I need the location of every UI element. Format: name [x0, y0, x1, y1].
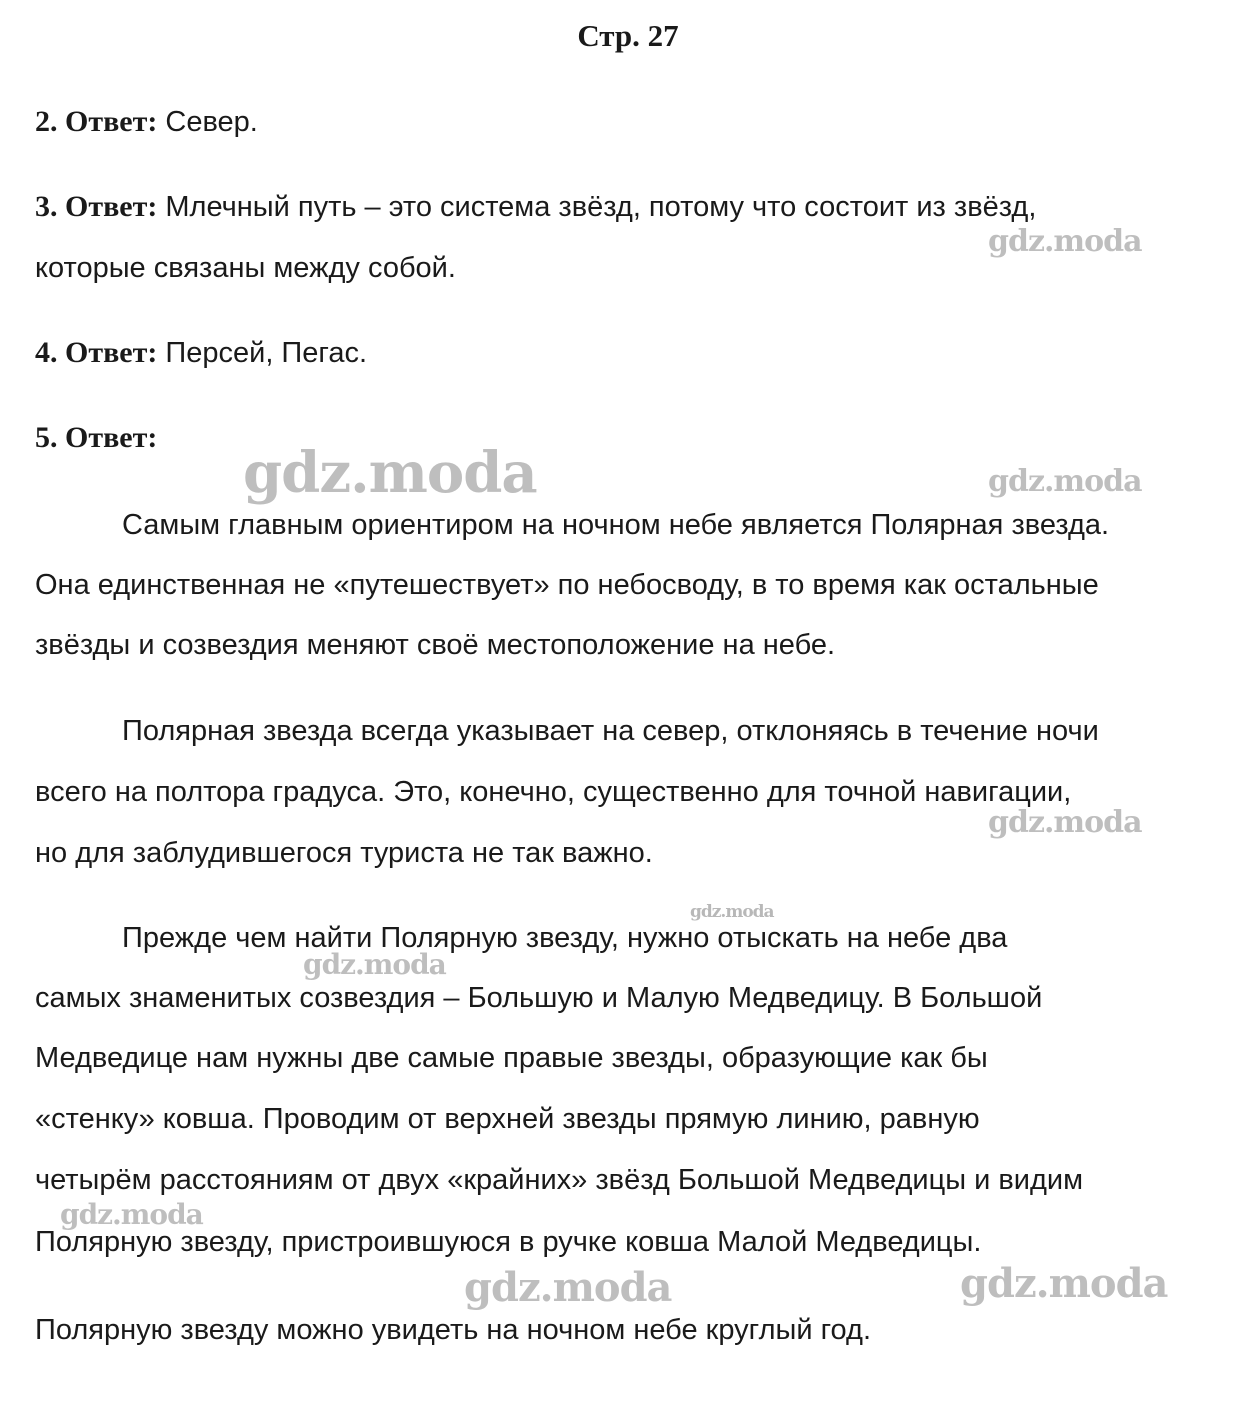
answer-label: 3. Ответ: [35, 190, 158, 223]
watermark: gdz.moda [690, 902, 774, 922]
paragraph-2-line-1: Полярная звезда всегда указывает на север, отклоняясь в течение ночи [122, 715, 1099, 747]
paragraph-1-line-1: Самым главным ориентиром на ночном небе является Полярная звезда. [122, 509, 1110, 541]
page-title: Стр. 27 [577, 18, 679, 53]
paragraph-1-line-2: Она единственная не «путешествует» по небосводу, в то время как остальные [35, 569, 1099, 601]
paragraph-1-line-3: звёзды и созвездия меняют своё местоположение на небе. [35, 629, 836, 661]
watermark: gdz.moda [988, 805, 1142, 840]
watermark: gdz.moda [988, 224, 1142, 259]
watermark: gdz.moda [303, 948, 446, 981]
answer-label: 4. Ответ: [35, 336, 158, 369]
answer-label: 2. Ответ: [35, 105, 158, 138]
paragraph-3-line-5: четырём расстояниям от двух «крайних» звёзд Большой Медведицы и видим [35, 1164, 1084, 1196]
answer-3-continued: которые связаны между собой. [35, 252, 456, 284]
answer-3 [35, 187, 1225, 227]
watermark: gdz.moda [960, 1260, 1168, 1307]
answer-text: Север. [165, 106, 258, 138]
paragraph-3-line-6: Полярную звезду, пристроившуюся в ручке ковша Малой Медведицы. [35, 1226, 982, 1258]
paragraph-3-line-4: «стенку» ковша. Проводим от верхней звезды прямую линию, равную [35, 1103, 980, 1135]
answer-text: Млечный путь – это система звёзд, потому что состоит из звёзд, [165, 191, 1037, 223]
watermark: gdz.moda [60, 1198, 203, 1231]
answer-4 [35, 333, 1225, 373]
answer-text: Персей, Пегас. [165, 337, 368, 369]
paragraph-2-line-2: всего на полтора градуса. Это, конечно, существенно для точной навигации, [35, 776, 1072, 808]
answer-label: 5. Ответ: [35, 421, 158, 454]
watermark: gdz.moda [464, 1264, 672, 1311]
answer-2 [35, 102, 1225, 142]
paragraph-3-line-2: самых знаменитых созвездия – Большую и Малую Медведицу. В Большой [35, 982, 1043, 1014]
watermark: gdz.moda [243, 440, 537, 506]
answer-5 [35, 418, 1225, 458]
paragraph-4-line-1: Полярную звезду можно увидеть на ночном небе круглый год. [35, 1314, 872, 1346]
paragraph-2-line-3: но для заблудившегося туриста не так важно. [35, 837, 653, 869]
paragraph-3-line-3: Медведице нам нужны две самые правые звезды, образующие как бы [35, 1042, 988, 1074]
watermark: gdz.moda [988, 464, 1142, 499]
paragraph-3-line-1: Прежде чем найти Полярную звезду, нужно отыскать на небе два [122, 922, 1008, 954]
